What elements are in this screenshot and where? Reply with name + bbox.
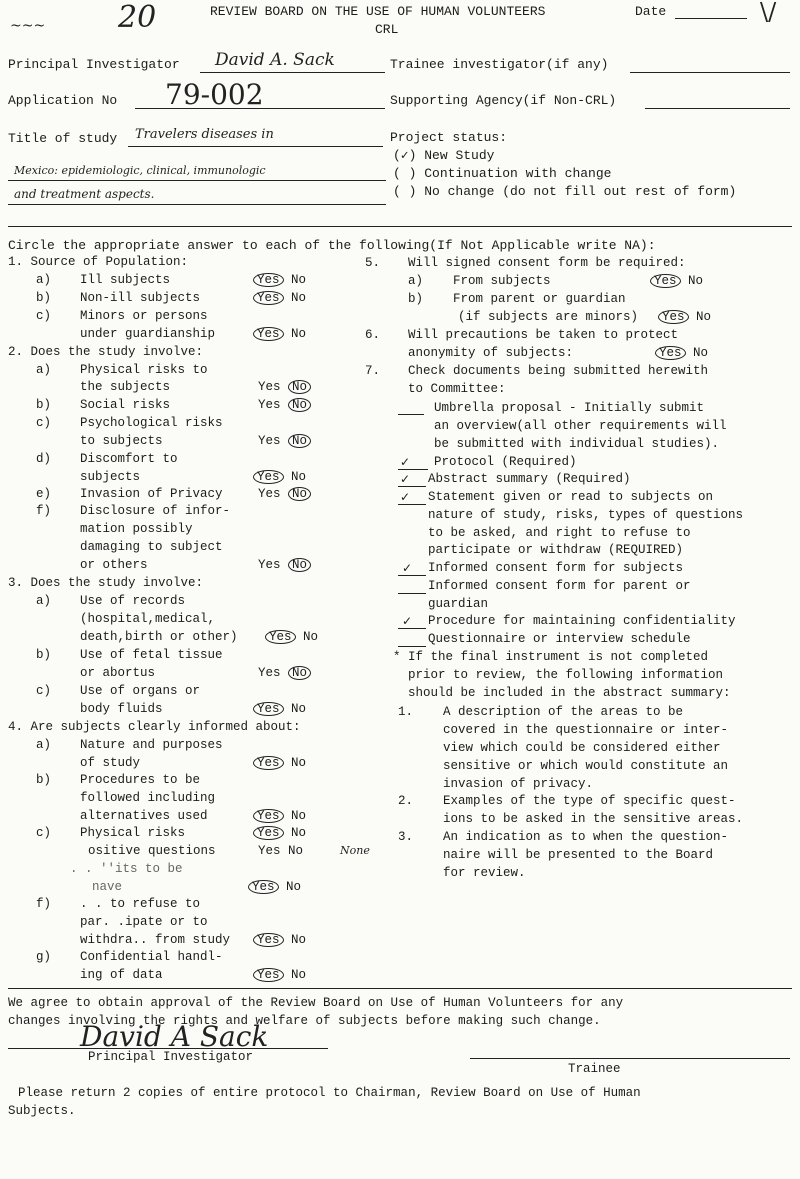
no-option[interactable]: No (291, 809, 307, 823)
no-option[interactable]: No (291, 826, 307, 840)
records-label-3: death,birth or other) (80, 630, 238, 644)
no-option[interactable]: No (291, 756, 307, 770)
item-label: c) (36, 684, 52, 698)
note-item-1-2: covered in the questionnaire or inter- (443, 723, 729, 737)
disclosure-label-3: damaging to subject (80, 540, 223, 554)
social-risks-label: Social risks (80, 398, 171, 412)
no-option[interactable]: No (288, 666, 311, 680)
no-option[interactable]: No (291, 291, 307, 305)
check-mark-icon: ✓ (400, 455, 411, 469)
yes-option[interactable]: Yes (258, 380, 281, 394)
no-option[interactable]: No (288, 398, 311, 412)
yes-option[interactable]: Yes (258, 434, 281, 448)
yes-option[interactable]: Yes (253, 933, 284, 947)
disclosure-answer[interactable] (258, 558, 311, 572)
consent-subjects-doc-label: Informed consent form for subjects (428, 561, 684, 575)
invasion-privacy-answer[interactable] (258, 487, 311, 501)
yes-option[interactable]: Yes (655, 346, 686, 360)
return-instruction: Please return 2 copies of entire protocol to Chairman, Review Board on Use of Human (18, 1086, 641, 1100)
umbrella-label-2: an overview(all other requirements will (434, 419, 727, 433)
status-no-change[interactable] (393, 184, 736, 199)
agency-line[interactable] (645, 108, 790, 109)
divider-top (8, 226, 792, 227)
statement-label: Statement given or read to subjects on (428, 490, 714, 504)
consent-parent-answer[interactable] (658, 310, 711, 324)
no-option[interactable]: No (693, 346, 709, 360)
trainee-label: Trainee investigator(if any) (390, 57, 609, 72)
status-continuation[interactable] (393, 166, 611, 181)
no-option[interactable]: No (291, 273, 307, 287)
organs-label: Use of organs or (80, 684, 201, 698)
trainee-signature-label: Trainee (568, 1062, 621, 1076)
note-text-2: prior to review, the following information (408, 668, 724, 682)
item-label: f) (36, 504, 52, 518)
invasion-privacy-label: Invasion of Privacy (80, 487, 223, 501)
item-label: c) (36, 826, 52, 840)
questionnaire-checkbox[interactable] (398, 646, 426, 647)
ill-subjects-answer[interactable] (253, 273, 306, 287)
pi-line (200, 72, 385, 73)
status-box[interactable]: ( ) (393, 184, 417, 199)
discomfort-label-2: subjects (80, 470, 141, 484)
no-option[interactable]: No (291, 470, 307, 484)
yes-option[interactable]: Yes (258, 666, 281, 680)
note-item-3-3: for review. (443, 866, 526, 880)
right-to-refuse-label: . . to refuse to (80, 897, 201, 911)
documents-heading-2: to Committee: (408, 382, 506, 396)
consent-subjects-checkbox[interactable] (398, 575, 426, 576)
statement-checkbox[interactable] (398, 504, 426, 505)
no-option[interactable]: No (291, 968, 307, 982)
abstract-checkbox[interactable] (398, 486, 426, 487)
item-label: b) (36, 773, 52, 787)
no-option[interactable]: No (291, 702, 307, 716)
status-option-label: No change (do not fill out rest of form) (424, 184, 737, 199)
item-label: g) (36, 950, 52, 964)
minors-label-2: under guardianship (80, 327, 216, 341)
trainee-line[interactable] (630, 72, 790, 73)
yes-option[interactable]: Yes (258, 487, 281, 501)
sensitive-note: None (340, 844, 370, 857)
confidential-label: Confidential handl- (80, 950, 223, 964)
disclosure-label-2: mation possibly (80, 522, 193, 536)
status-box[interactable]: ( ) (393, 166, 417, 181)
yes-option[interactable]: Yes (258, 398, 281, 412)
item-number: 1. (398, 705, 414, 719)
yes-option[interactable]: Yes (650, 274, 681, 288)
fetal-tissue-answer[interactable] (258, 666, 311, 680)
disclosure-label-4: or others (80, 558, 148, 572)
no-option[interactable]: No (288, 434, 311, 448)
item-number: 5. (365, 256, 381, 270)
confidentiality-label: Procedure for maintaining confidentiality (428, 614, 736, 628)
non-ill-subjects-answer[interactable] (253, 291, 306, 305)
item-label: c) (36, 309, 52, 323)
yes-option[interactable]: Yes (253, 327, 284, 341)
no-option[interactable]: No (286, 880, 302, 894)
yes-option[interactable]: Yes (253, 273, 284, 287)
no-option[interactable]: No (288, 380, 311, 394)
section-1-heading: 1. Source of Population: (8, 255, 189, 269)
section-4-heading: 4. Are subjects clearly informed about: (8, 720, 301, 734)
pi-label: Principal Investigator (8, 57, 180, 72)
date-label: Date (635, 4, 667, 19)
no-option[interactable]: No (288, 558, 311, 572)
date-line[interactable] (675, 18, 747, 19)
confidentiality-checkbox[interactable] (398, 628, 426, 629)
item-label: b) (36, 648, 52, 662)
umbrella-label: Umbrella proposal - Initially submit (434, 401, 705, 415)
item-label: c) (36, 416, 52, 430)
agreement-text-2: changes involving the rights and welfare of subjects before making such change. (8, 1014, 601, 1028)
item-number: 2. (398, 794, 414, 808)
sensitive-questions-label: ositive questions (88, 844, 216, 858)
application-value[interactable]: 79-002 (165, 78, 264, 111)
section-3-heading: 3. Does the study involve: (8, 576, 204, 590)
non-ill-subjects-label: Non-ill subjects (80, 291, 201, 305)
yes-option[interactable]: Yes (253, 702, 284, 716)
questionnaire-label: Questionnaire or interview schedule (428, 632, 691, 646)
consent-subjects-label: From subjects (453, 274, 551, 288)
status-new-study[interactable] (393, 148, 494, 163)
nature-label: Nature and purposes (80, 738, 223, 752)
yes-option[interactable]: Yes (253, 756, 284, 770)
check-mark-icon: \/ (760, 0, 777, 26)
consent-parent-label: From parent or guardian (453, 292, 626, 306)
status-option-label: Continuation with change (424, 166, 612, 181)
item-number: 3. (398, 830, 414, 844)
no-option[interactable]: No (303, 630, 319, 644)
title-value-line2[interactable]: Mexico: epidemiologic, clinical, immunologic (14, 164, 266, 177)
check-mark-icon: ✓ (402, 614, 413, 628)
application-label: Application No (8, 93, 118, 108)
no-option[interactable]: No (291, 327, 307, 341)
note-item-1-5: invasion of privacy. (443, 777, 594, 791)
benefits-answer[interactable] (248, 880, 301, 894)
organs-answer[interactable] (253, 702, 306, 716)
confidential-answer[interactable] (253, 968, 306, 982)
yes-option[interactable]: Yes (258, 844, 281, 858)
psychological-risks-answer[interactable] (258, 434, 311, 448)
nature-answer[interactable] (253, 756, 306, 770)
yes-option[interactable]: Yes (253, 809, 284, 823)
item-label: e) (36, 487, 52, 501)
right-to-refuse-label-3: withdra.. from study (80, 933, 231, 947)
psychological-risks-label-2: to subjects (80, 434, 163, 448)
note-item-1: A description of the areas to be (443, 705, 684, 719)
form-number: 20 (118, 0, 157, 35)
divider-bottom (8, 988, 792, 989)
benefits-label-2: nave (92, 880, 123, 894)
form-subtitle: CRL (375, 22, 399, 37)
sensitive-questions-answer[interactable] (258, 844, 303, 858)
fetal-tissue-label-2: or abortus (80, 666, 156, 680)
trainee-signature-line[interactable] (470, 1058, 790, 1059)
physical-risks-answer[interactable] (258, 380, 311, 394)
documents-heading: Check documents being submitted herewith (408, 364, 709, 378)
note-item-3: An indication as to when the question- (443, 830, 729, 844)
item-label: a) (36, 363, 52, 377)
statement-label-4: participate or withdraw (REQUIRED) (428, 543, 684, 557)
discomfort-answer[interactable] (253, 470, 306, 484)
statement-label-2: nature of study, risks, types of questions (428, 508, 744, 522)
item-label: a) (36, 738, 52, 752)
note-text-3: should be included in the abstract summary: (408, 686, 731, 700)
yes-option[interactable]: Yes (253, 968, 284, 982)
item-label: b) (408, 292, 424, 306)
records-answer[interactable] (265, 630, 318, 644)
procedures-answer[interactable] (253, 809, 306, 823)
physical-risks-label-2: the subjects (80, 380, 171, 394)
umbrella-checkbox[interactable] (398, 414, 424, 415)
minors-label: Minors or persons (80, 309, 208, 323)
physical-risks-label: Physical risks to (80, 363, 208, 377)
discomfort-label: Discomfort to (80, 452, 178, 466)
agency-label: Supporting Agency(if Non-CRL) (390, 93, 617, 108)
protocol-label: Protocol (Required) (434, 455, 577, 469)
statement-label-3: to be asked, and right to refuse to (428, 526, 691, 540)
disclosure-label: Disclosure of infor- (80, 504, 231, 518)
consent-required-heading: Will signed consent form be required: (408, 256, 686, 270)
anonymity-label: Will precautions be taken to protect (408, 328, 679, 342)
status-option-label: New Study (424, 148, 495, 163)
note-item-3-2: naire will be presented to the Board (443, 848, 714, 862)
form-title: REVIEW BOARD ON THE USE OF HUMAN VOLUNTEERS (210, 4, 546, 19)
psychological-risks-label: Psychological risks (80, 416, 223, 430)
title-line-3 (8, 204, 386, 205)
item-label: a) (408, 274, 424, 288)
pi-value[interactable]: David A. Sack (215, 50, 335, 70)
item-label: d) (36, 452, 52, 466)
confidential-label-2: ing of data (80, 968, 163, 982)
procedures-label-3: alternatives used (80, 809, 208, 823)
anonymity-label-2: anonymity of subjects: (408, 346, 574, 360)
status-box[interactable]: (✓) (393, 148, 417, 163)
consent-subjects-answer[interactable] (650, 274, 703, 288)
item-label: b) (36, 398, 52, 412)
item-label: a) (36, 273, 52, 287)
item-number: 6. (365, 328, 381, 342)
benefits-label: . . ''its to be (70, 862, 183, 876)
organs-label-2: body fluids (80, 702, 163, 716)
physical-risks-informed-label: Physical risks (80, 826, 186, 840)
pi-signature[interactable]: David A Sack (80, 1020, 269, 1053)
section-2-heading: 2. Does the study involve: (8, 345, 204, 359)
no-option[interactable]: No (288, 844, 304, 858)
pi-signature-line (8, 1048, 328, 1049)
umbrella-label-3: be submitted with individual studies). (434, 437, 720, 451)
yes-option[interactable]: Yes (265, 630, 296, 644)
social-risks-answer[interactable] (258, 398, 311, 412)
no-option[interactable]: No (688, 274, 704, 288)
item-label: a) (36, 594, 52, 608)
no-option[interactable]: No (291, 933, 307, 947)
physical-risks-informed-answer[interactable] (253, 826, 306, 840)
ill-subjects-label: Ill subjects (80, 273, 171, 287)
note-item-1-4: sensitive or which would constitute an (443, 759, 729, 773)
title-line-2 (8, 180, 386, 181)
records-label-2: (hospital,medical, (80, 612, 216, 626)
yes-option[interactable]: Yes (258, 558, 281, 572)
consent-parent-label-2: (if subjects are minors) (458, 310, 639, 324)
title-value-line1[interactable]: Travelers diseases in (135, 127, 274, 142)
check-mark-icon: ✓ (400, 490, 411, 504)
item-label: f) (36, 897, 52, 911)
right-to-refuse-answer[interactable] (253, 933, 306, 947)
pi-signature-label: Principal Investigator (88, 1050, 254, 1064)
consent-parent-doc-label-2: guardian (428, 597, 489, 611)
agreement-text: We agree to obtain approval of the Review Board on Use of Human Volunteers for any (8, 996, 624, 1010)
no-option[interactable]: No (696, 310, 712, 324)
yes-option[interactable]: Yes (248, 880, 279, 894)
title-value-line3[interactable]: and treatment aspects. (14, 187, 155, 201)
title-line-1 (128, 146, 383, 147)
title-label: Title of study (8, 131, 118, 146)
item-number: 7. (365, 364, 381, 378)
protocol-checkbox[interactable] (398, 469, 428, 470)
right-to-refuse-label-2: par. .ipate or to (80, 915, 208, 929)
procedures-label-2: followed including (80, 791, 216, 805)
abstract-label: Abstract summary (Required) (428, 472, 631, 486)
procedures-label: Procedures to be (80, 773, 201, 787)
records-label: Use of records (80, 594, 186, 608)
consent-parent-doc-label: Informed consent form for parent or (428, 579, 691, 593)
instruction-text: Circle the appropriate answer to each of the following(If Not Applicable write NA): (8, 238, 656, 253)
no-option[interactable]: No (288, 487, 311, 501)
note-asterisk-icon: * (393, 650, 401, 664)
fetal-tissue-label: Use of fetal tissue (80, 648, 223, 662)
yes-option[interactable]: Yes (658, 310, 689, 324)
note-item-2-2: ions to be asked in the sensitive areas. (443, 812, 744, 826)
yes-option[interactable]: Yes (253, 291, 284, 305)
minors-answer[interactable] (253, 327, 306, 341)
application-line (135, 108, 385, 109)
nature-label-2: of study (80, 756, 141, 770)
yes-option[interactable]: Yes (253, 826, 284, 840)
anonymity-answer[interactable] (655, 346, 708, 360)
item-label: b) (36, 291, 52, 305)
note-item-2: Examples of the type of specific quest- (443, 794, 736, 808)
note-text: If the final instrument is not completed (408, 650, 709, 664)
corner-mark: ~~~ (10, 18, 46, 34)
check-mark-icon: ✓ (400, 472, 411, 486)
note-item-1-3: view which could be considered either (443, 741, 721, 755)
return-instruction-2: Subjects. (8, 1104, 76, 1118)
yes-option[interactable]: Yes (253, 470, 284, 484)
consent-parent-checkbox[interactable] (398, 593, 426, 594)
check-mark-icon: ✓ (402, 561, 413, 575)
project-status-label: Project status: (390, 130, 508, 145)
